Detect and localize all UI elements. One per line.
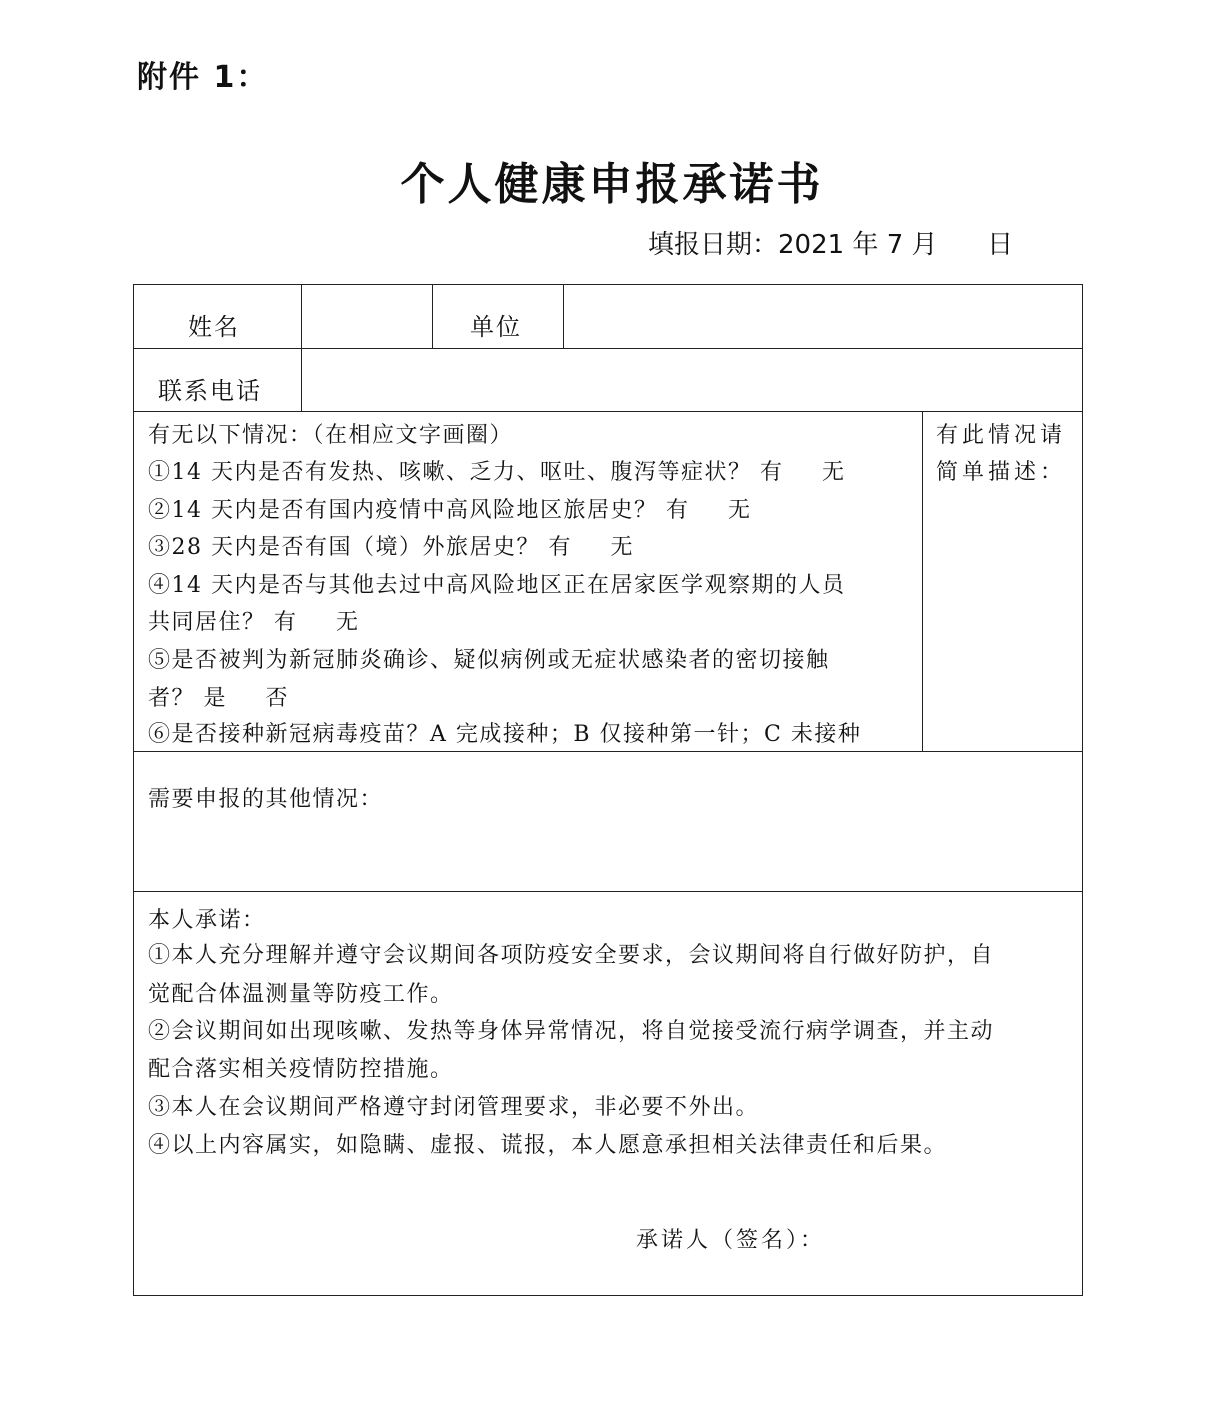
pledge-1: ①本人充分理解并遵守会议期间各项防疫安全要求，会议期间将自行做好防护，自 [148,943,995,968]
unit-field[interactable] [580,293,1060,339]
phone-label: 联系电话 [158,377,262,405]
option-yes[interactable]: 有 [666,498,690,523]
question-4: ④14 天内是否与其他去过中高风险地区正在居家医学观察期的人员 [148,573,846,598]
question-1 [148,455,846,486]
option-fou[interactable]: 否 [265,686,290,711]
document-title: 个人健康申报承诺书 [400,159,824,210]
name-field[interactable] [318,293,416,339]
option-no[interactable]: 无 [336,610,360,635]
question-6: ⑥是否接种新冠病毒疫苗？A 完成接种；B 仅接种第一针；C 未接种 [148,722,862,747]
pledge-3: ③本人在会议期间严格遵守封闭管理要求，非必要不外出。 [148,1095,760,1120]
pledge-4: ④以上内容属实，如隐瞒、虚报、谎报，本人愿意承担相关法律责任和后果。 [148,1133,948,1158]
other-situation-label: 需要申报的其他情况： [148,787,384,812]
describe-label: 有此情况请 [936,423,1067,448]
option-yes[interactable]: 有 [760,460,784,485]
col-divider [432,285,433,348]
question-text: 者？ [148,686,196,711]
option-no[interactable]: 无 [822,460,846,485]
pledge-2: ②会议期间如出现咳嗽、发热等身体异常情况，将自觉接受流行病学调查，并主动 [148,1019,995,1044]
option-no[interactable]: 无 [610,535,635,560]
pledge-1-cont: 觉配合体温测量等防疫工作。 [148,982,454,1007]
row-divider [134,891,1082,892]
question-text: ②14 天内是否有国内疫情中高风险地区旅居史？ [148,498,658,523]
row-divider [134,348,1082,349]
question-text: 共同居住？ [148,610,266,635]
question-5-cont [148,681,289,712]
question-2 [148,493,752,524]
question-text: ③28 天内是否有国（境）外旅居史？ [148,535,540,560]
fill-date: 填报日期：2021 年 7 月 日 [648,230,1014,260]
col-divider [922,411,923,751]
attachment-label: 附件 1： [137,60,269,95]
option-shi[interactable]: 是 [203,686,228,711]
phone-field[interactable] [318,357,1058,403]
describe-label-cont: 简单描述： [936,460,1067,485]
option-yes[interactable]: 有 [548,535,573,560]
name-label: 姓名 [188,313,240,341]
row-divider [134,411,1082,412]
option-yes[interactable]: 有 [274,610,298,635]
pledge-2-cont: 配合落实相关疫情防控措施。 [148,1057,454,1082]
col-divider [563,285,564,348]
signature-label: 承诺人（签名）： [636,1228,826,1253]
question-3 [148,530,634,561]
question-text: ①14 天内是否有发热、咳嗽、乏力、呕吐、腹泻等症状？ [148,460,752,485]
unit-label: 单位 [470,313,522,341]
pledge-heading: 本人承诺： [148,908,266,933]
situation-intro: 有无以下情况：（在相应文字画圈） [148,423,514,448]
declaration-form [133,284,1083,1296]
row-divider [134,751,1082,752]
col-divider [301,285,302,411]
question-4-cont [148,605,360,636]
question-5: ⑤是否被判为新冠肺炎确诊、疑似病例或无症状感染者的密切接触 [148,648,830,673]
option-no[interactable]: 无 [728,498,752,523]
